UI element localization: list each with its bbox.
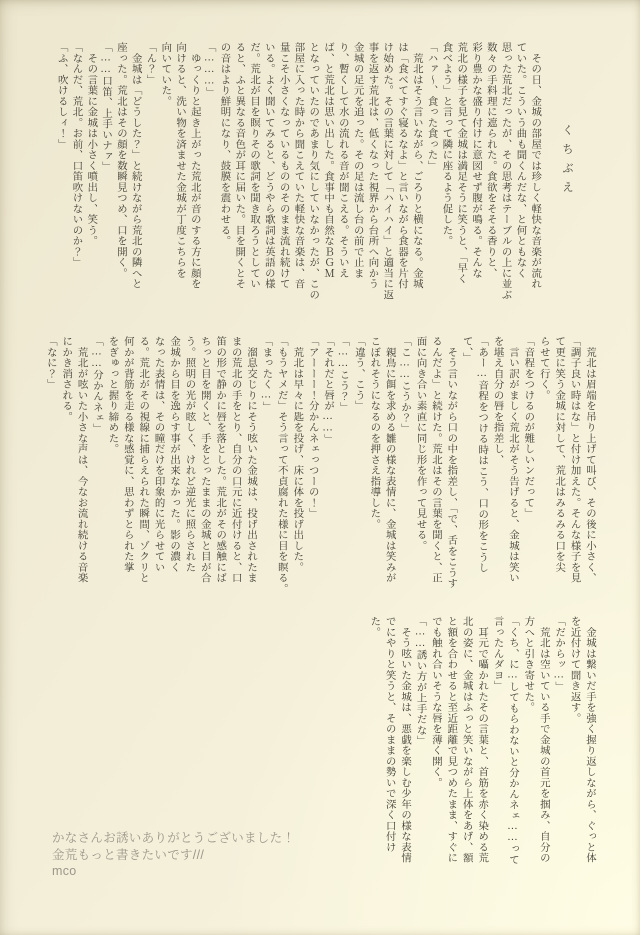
text-column: は「食べてすぐ寝るなよ」と言いながら食器を片付 (396, 42, 408, 290)
text-column: 「それだと唇が……」 (322, 336, 334, 445)
text-column: いる。よく聞いてみると、どうやら歌詞は英語の様 (262, 42, 274, 290)
text-column: をぎゅっと握り締めた。 (106, 336, 118, 455)
text-column: て、」 (460, 336, 472, 364)
text-column: その言葉に金城は小さく噴出し、笑う。 (85, 42, 97, 247)
text-column: 言い訳がましく荒北がそう告げると、金城は笑い (506, 336, 518, 584)
text-column: 「……分かんネェ」 (91, 336, 102, 434)
text-column: 溜息交じりにそう呟いた金城は、投げ出されたま (245, 336, 257, 584)
text-column: 金城から目を逸らす事が出来なかった。影の濃く (168, 336, 180, 573)
text-column: る。荒北がその視線に捕らえられた瞬間、ゾクリと (137, 336, 149, 584)
text-column: 彩り豊かな盛り付けに意図せず腹が鳴る。そんな (470, 42, 482, 279)
text-column: り、暫くして水の流れる音が聞こえる。そういえ (336, 42, 348, 279)
text-column: 笛の形で静かに唇を落とした。荒北がその感触にば (214, 336, 226, 584)
text-column: 座った。荒北はその顔を数瞬見つめ、口を開く。 (114, 42, 126, 279)
text-column: 「音程をつけるのが難しいンだって」 (522, 336, 534, 519)
text-column: 言ったんダヨ」 (491, 616, 503, 692)
text-column: だ。荒北が目を瞑りその歌詞を聞き取ろうとしてい (248, 42, 260, 290)
text-column: 耳元で囁かれたその言葉と、首筋を赤く染める荒 (476, 616, 488, 864)
text-column: 「なに？」 (44, 336, 56, 390)
text-column: まの荒北の手をとり、自分の口元に近付けると、口 (229, 336, 241, 584)
text-column: ば、と荒北は思い出した。食事中も自然なＢＧＭ (322, 42, 334, 279)
text-column: らせて行く。 (537, 336, 549, 401)
text-column: そう呟いた金城は、悪戯を楽しむ少年の様な表情 (399, 616, 411, 864)
text-column: 「調子良い時はな」と付け加えた。そんな様子を見 (568, 336, 580, 584)
credit-line: 金荒もっと書きたいです/// (52, 847, 205, 862)
text-column: 荒北は眉端を吊り上げて叫び、その後に小さく、 (584, 336, 595, 584)
text-column: 数々の手料理に遮られた。食欲をそそる香りと、 (484, 42, 496, 279)
text-column: 「……誘い方が上手だな」 (414, 616, 426, 747)
text-column: う。照明の光が眩しく、けれど逆光に照らされた (183, 336, 195, 573)
text-columns-1 (53, 42, 541, 306)
text-column: でにやりと笑うと、そのままの勢いで深く口付け (383, 616, 395, 853)
text-column: 方へと引き寄せた。 (522, 616, 534, 713)
text-column: 向けると、洗い物を済ませた金城が丁度こちらを (174, 42, 186, 279)
text-column: ると、ふと異なる音色が耳に届いた。目を開くとそ (233, 42, 245, 290)
text-column: でも触れ合いそうな唇を薄く開く。 (429, 616, 441, 788)
text-column: 荒北の様子を見て金城は満足そうに笑うと、「早く (455, 42, 467, 285)
credit-line: かなさんお誘いありがとうございました！ (52, 831, 296, 845)
story-title: くちぶえ (561, 124, 573, 200)
text-column: 「ふ、吹けるしィ！」 (55, 42, 67, 150)
text-column: 荒北はそう言いながら、ごろりと横になる。金城 (410, 42, 422, 290)
text-column: 面に向き合い素直に同じ形を作って見せる。 (414, 336, 426, 551)
text-column: 「だからッ…」 (553, 616, 565, 692)
text-column: 荒北は空いている手で金城の首元を掴み、自分の (537, 616, 549, 864)
text-column: 「……口笛、上手いナァ」 (100, 42, 112, 173)
text-column: を近付けて聞き返す。 (568, 616, 580, 724)
text-column: その日、金城の部屋では珍しく軽快な音楽が流れ (529, 42, 541, 290)
text-column: 部屋に入った時から聞こえていた軽快な音楽は、音 (292, 42, 304, 290)
text-column: 「アーーー！分かんネェっつーの！」 (306, 336, 318, 519)
text-column: 荒北は早々に匙を投げ、床に体を投げ出した。 (291, 336, 303, 573)
story-section-middle (42, 336, 597, 598)
story-section-ending (366, 616, 597, 878)
text-column: 食べよう」と言って隣に座るよう促した。 (440, 42, 452, 247)
text-column: 「なんだ、荒北。お前、口笛吹けないのか？」 (70, 42, 82, 268)
text-column: け始めた。その言葉に対して「ハイハイ」と適当に返 (381, 42, 393, 300)
text-column: と額を合わせると至近距離で見つめたまま、すぐに (445, 616, 457, 864)
text-column: 「………」 (203, 42, 215, 98)
text-column: となっていたのであまり気にしていなかったが、この (307, 42, 319, 300)
text-column: こぼれそうになるのを押さえ指導した。 (368, 336, 380, 530)
text-column: ていた。こういう曲も聞くんだな、と何ともなく (514, 42, 526, 279)
text-column: 「あー…音程をつける時はこう、口の形をこうし (476, 336, 488, 574)
credit-line: mco (52, 864, 77, 878)
text-column: 何かが背筋を走る様な感覚に、思わずとられた掌 (121, 336, 133, 573)
text-column: なった表情は、その瞳だけを印象的に光らせてい (152, 336, 164, 573)
text-column: 「……こう？」 (337, 336, 349, 413)
text-column: 「こ……こうか？」 (399, 336, 411, 434)
text-column: 金城は繋いだ手を強く握り返しながら、ぐっと体 (584, 616, 595, 864)
text-column: 量こそ小さくなっているもののそのまま流れ続けて (277, 42, 289, 290)
text-column: 「ハァ〜、食った食った」 (425, 42, 437, 171)
text-columns-2 (42, 336, 597, 598)
text-column: 金城は「どうした？」と続けながら荒北の隣へと (129, 42, 141, 290)
text-column: ゆっくりと起き上がった荒北が音のする方に顔を (188, 42, 200, 290)
text-column: 事を返す荒北は、低くなった視界から台所へ向かう (366, 42, 378, 290)
text-column: 荒北が呟いた小さな声は、今なお流れ続ける音楽 (75, 336, 87, 584)
text-column: た。 (368, 616, 380, 638)
text-column: にかき消される。 (60, 336, 72, 422)
text-column: 「違う、こう」 (352, 336, 364, 412)
text-column: て更に笑う金城に対して、荒北はみるみる口を尖 (553, 336, 565, 573)
story-section-opening (53, 42, 574, 306)
afterword-credits (52, 830, 295, 880)
text-column: 向いていた。 (159, 42, 171, 107)
text-column: の音はより鮮明になり、鼓膜を震わせる。 (218, 42, 230, 247)
text-column: 「まったく…」 (260, 336, 272, 412)
text-column: を堪え自分の唇を指差し、 (491, 336, 503, 465)
text-column: 北の姿に、金城はふっと笑いながら上体をあげ、額 (460, 616, 472, 864)
text-column: 金城の足元を追った。その足は流し台の前で止ま (351, 42, 363, 279)
text-column: 思った荒北だったが、その思考はテーブルの上に並ぶ (499, 42, 511, 300)
text-column: そう言いながら口の中を指差し、「で、舌をこうす (445, 336, 457, 589)
text-column: 親鳥に餌を求める雛の様な表情に、金城は笑みが (383, 336, 395, 584)
text-column: ちっと目を開くと、手をとったままの金城と目が合 (198, 336, 210, 584)
credit-lines (52, 830, 295, 880)
text-column: 「くち、に…してもらわないと分かんネェ……って (506, 616, 518, 866)
text-column: 「ん？」 (144, 42, 156, 85)
text-column: 「もうヤメだ」そう言って不貞腐れた様に目を瞑る。 (275, 336, 287, 594)
text-columns-3 (366, 616, 597, 878)
text-column: るんだよ」と続けた。荒北はその言葉を聞くと、正 (429, 336, 441, 584)
